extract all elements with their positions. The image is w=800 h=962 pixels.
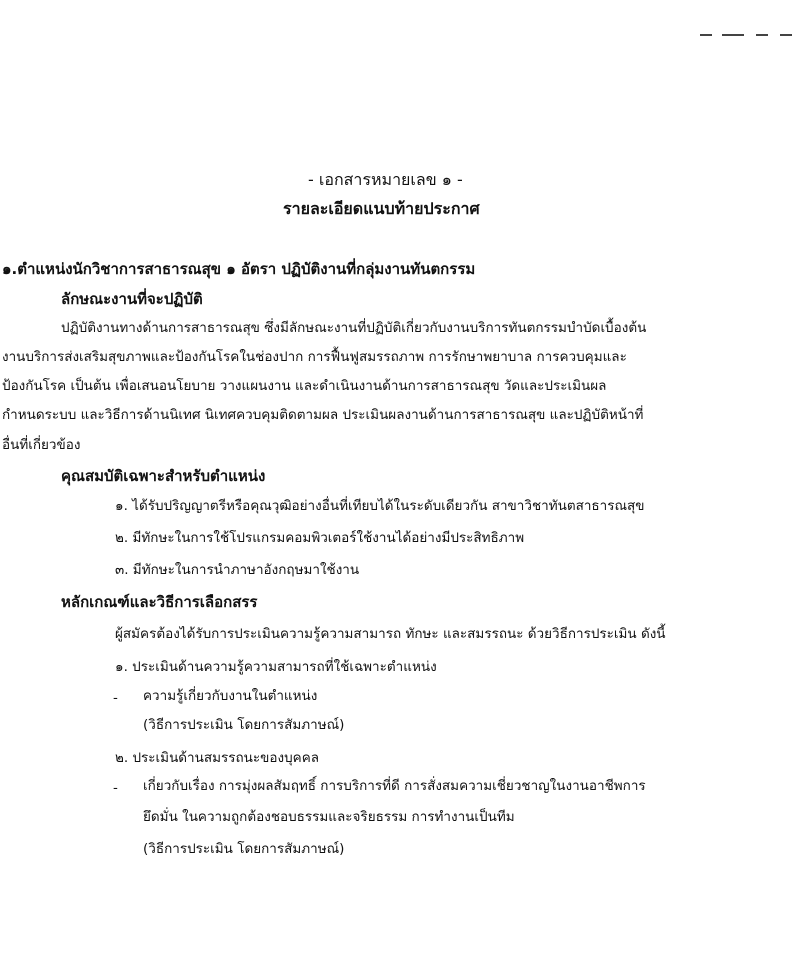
criteria-2-title: ๒. ประเมินด้านสมรรถนะของบุคคล: [115, 750, 319, 766]
job-nature-line: ป้องกันโรค เป็นต้น เพื่อเสนอนโยบาย วางแผนงาน และดำเนินงานด้านการสาธารณสุข วัดและประเมินผล: [2, 378, 607, 394]
qualification-item: ๒. มีทักษะในการใช้โปรแกรมคอมพิวเตอร์ใช้งานได้อย่างมีประสิทธิภาพ: [115, 530, 525, 546]
selection-heading: หลักเกณฑ์และวิธีการเลือกสรร: [61, 593, 258, 611]
selection-intro: ผู้สมัครต้องได้รับการประเมินความรู้ความสามารถ ทักษะ และสมรรถนะ ด้วยวิธีการประเมิน ดังนี้: [115, 626, 666, 642]
job-nature-line: ปฏิบัติงานทางด้านการสาธารณสุข ซึ่งมีลักษณะงานที่ปฏิบัติเกี่ยวกับงานบริการทันตกรรมบำบัดเบื้องต้น: [61, 320, 647, 336]
qualification-item: ๓. มีทักษะในการนำภาษาอังกฤษมาใช้งาน: [115, 562, 360, 578]
criteria-2-line: เกี่ยวกับเรื่อง การมุ่งผลสัมฤทธิ์ การบริการที่ดี การสั่งสมความเชี่ยวชาญในงานอาชีพการ: [143, 778, 646, 794]
job-nature-line: กำหนดระบบ และวิธีการด้านนิเทศ นิเทศควบคุมติดตามผล ประเมินผลงานด้านการสาธารณสุข และปฏิบัติหน้าที่: [2, 407, 644, 423]
criteria-1-title: ๑. ประเมินด้านความรู้ความสามารถที่ใช้เฉพาะตำแหน่ง: [115, 659, 437, 675]
qualifications-heading: คุณสมบัติเฉพาะสำหรับตำแหน่ง: [61, 467, 266, 485]
job-nature-line: อื่นที่เกี่ยวข้อง: [2, 437, 81, 453]
criteria-2-line: ยึดมั่น ในความถูกต้องชอบธรรมและจริยธรรม การทำงานเป็นทีม: [143, 809, 515, 825]
job-nature-line: งานบริการส่งเสริมสุขภาพและป้องกันโรคในช่องปาก การฟื้นฟูสมรรถภาพ การรักษาพยาบาล การควบคุมและ: [2, 349, 627, 365]
qualification-item: ๑. ได้รับปริญญาตรีหรือคุณวุฒิอย่างอื่นที่เทียบได้ในระดับเดียวกัน สาขาวิชาทันตสาธารณสุข: [115, 498, 645, 514]
job-nature-heading: ลักษณะงานที่จะปฏิบัติ: [61, 290, 203, 308]
criteria-1-method: (วิธีการประเมิน โดยการสัมภาษณ์): [143, 717, 345, 733]
document-subtitle: รายละเอียดแนบท้ายประกาศ: [283, 199, 480, 218]
criteria-2-dash: -: [113, 780, 118, 796]
criteria-1-item: ความรู้เกี่ยวกับงานในตำแหน่ง: [143, 688, 318, 704]
position-title: ๑.ตำแหน่งนักวิชาการสาธารณสุข ๑ อัตรา ปฏิบัติงานที่กลุ่มงานทันตกรรม: [2, 260, 476, 278]
document-number: - เอกสารหมายเลข ๑ -: [308, 170, 463, 189]
criteria-2-method: (วิธีการประเมิน โดยการสัมภาษณ์): [143, 841, 345, 857]
corner-dash-mark: [700, 34, 795, 38]
criteria-1-dash: -: [113, 690, 118, 706]
